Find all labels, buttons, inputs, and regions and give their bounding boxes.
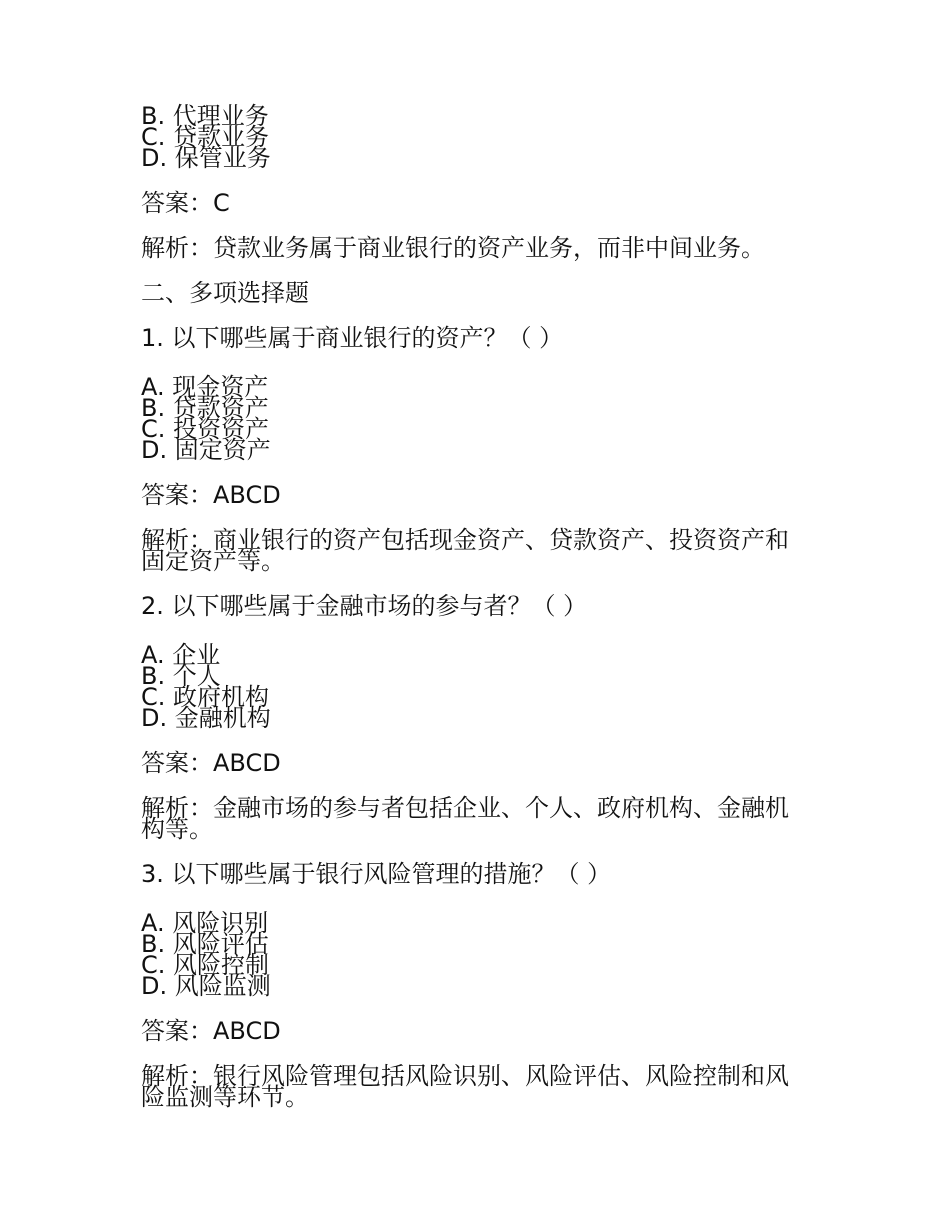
option-b: B. 贷款资产 xyxy=(141,394,269,422)
option-d: D. 固定资产 xyxy=(141,436,271,464)
option-a: A. 风险识别 xyxy=(141,909,269,937)
answer: 答案：ABCD xyxy=(141,1017,281,1045)
question-stem: 3. 以下哪些属于银行风险管理的措施？（ ） xyxy=(141,860,612,888)
option-list xyxy=(141,641,821,732)
explanation: 解析：商业银行的资产包括现金资产、贷款资产、投资资产和 固定资产等。 xyxy=(141,526,789,575)
option-c: C. 投资资产 xyxy=(141,415,270,443)
option-list xyxy=(141,373,821,464)
option-b: B. 个人 xyxy=(141,662,221,690)
explanation: 解析：金融市场的参与者包括企业、个人、政府机构、金融机 构等。 xyxy=(141,794,789,843)
option-a: A. 企业 xyxy=(141,641,221,669)
answer: 答案：ABCD xyxy=(141,481,281,509)
question-stem: 1. 以下哪些属于商业银行的资产？（ ） xyxy=(141,324,564,352)
option-b: B. 代理业务 xyxy=(141,102,269,130)
explanation: 解析：银行风险管理包括风险识别、风险评估、风险控制和风 险监测等环节。 xyxy=(141,1062,789,1111)
option-d: D. 金融机构 xyxy=(141,704,271,732)
option-list xyxy=(141,909,821,1000)
option-b: B. 风险评估 xyxy=(141,930,269,958)
option-c: C. 贷款业务 xyxy=(141,123,270,151)
explanation: 解析：贷款业务属于商业银行的资产业务，而非中间业务。 xyxy=(141,234,765,262)
section-title: 二、多项选择题 xyxy=(141,279,309,307)
option-c: C. 风险控制 xyxy=(141,951,270,979)
answer: 答案：C xyxy=(141,189,230,217)
option-d: D. 保管业务 xyxy=(141,144,271,172)
option-c: C. 政府机构 xyxy=(141,683,270,711)
option-list xyxy=(141,102,821,172)
question-stem: 2. 以下哪些属于金融市场的参与者？（ ） xyxy=(141,592,588,620)
answer: 答案：ABCD xyxy=(141,749,281,777)
document-page xyxy=(141,102,821,1111)
option-a: A. 现金资产 xyxy=(141,373,269,401)
option-d: D. 风险监测 xyxy=(141,972,271,1000)
